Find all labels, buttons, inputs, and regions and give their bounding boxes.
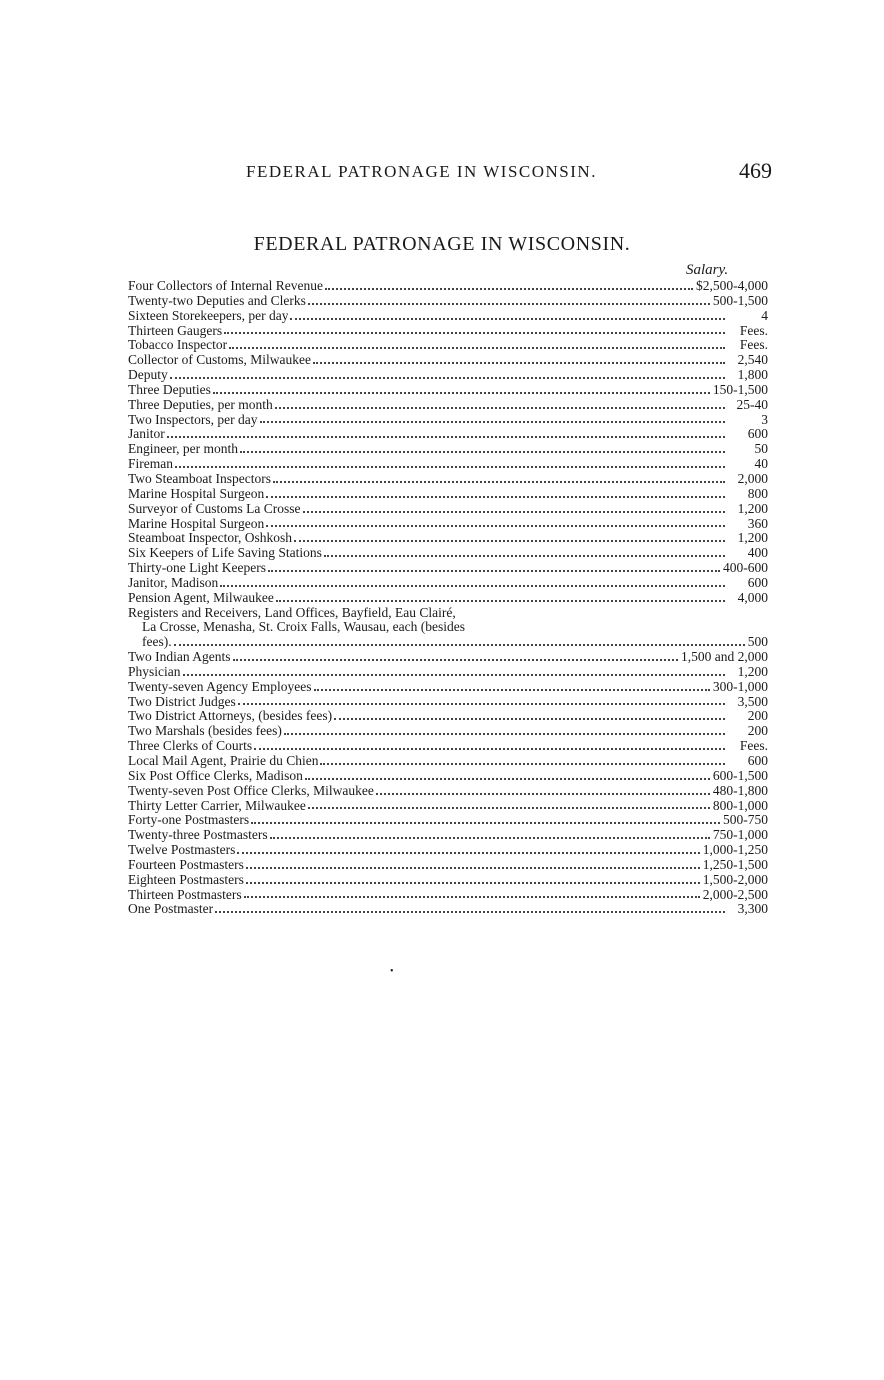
entry-label: Twenty-three Postmasters bbox=[128, 828, 268, 843]
dot-leader bbox=[268, 570, 720, 572]
dot-leader bbox=[325, 288, 693, 290]
entry-label: Steamboat Inspector, Oshkosh bbox=[128, 531, 293, 546]
entry-salary: 40 bbox=[754, 456, 768, 472]
entry-salary: 25-40 bbox=[736, 396, 768, 412]
entry-label: Twenty-two Deputies and Clerks bbox=[128, 293, 306, 308]
entry-label: Two Marshals (besides fees) bbox=[128, 724, 282, 739]
list-item bbox=[128, 398, 768, 413]
entry-salary: 400 bbox=[747, 545, 768, 561]
list-item bbox=[128, 709, 768, 724]
entry-label: Fourteen Postmasters bbox=[128, 857, 244, 872]
entry-salary: 1,200 bbox=[737, 663, 768, 679]
entry-salary: $2,500-4,000 bbox=[696, 278, 768, 293]
dot-leader bbox=[260, 421, 725, 423]
entry-salary: 1,200 bbox=[737, 530, 768, 546]
dot-leader bbox=[275, 407, 725, 409]
list-item bbox=[128, 739, 768, 754]
entry-label: Thirty-one Light Keepers bbox=[128, 561, 266, 576]
registers-entry bbox=[128, 606, 768, 651]
entry-label: Two Inspectors, per day bbox=[128, 412, 258, 427]
list-item bbox=[128, 502, 768, 517]
entry-salary: 750-1,000 bbox=[712, 827, 768, 843]
list-item bbox=[128, 858, 768, 873]
list-item bbox=[128, 442, 768, 457]
patronage-list bbox=[128, 279, 768, 917]
dot-leader bbox=[240, 451, 725, 453]
dot-leader bbox=[273, 481, 725, 483]
list-item bbox=[128, 353, 768, 368]
entry-salary: 4 bbox=[761, 307, 768, 323]
entry-label: Marine Hospital Surgeon bbox=[128, 516, 265, 531]
entry-label: Fireman bbox=[128, 457, 173, 472]
running-head bbox=[120, 160, 772, 188]
dot-leader bbox=[229, 347, 725, 349]
dot-leader bbox=[294, 540, 725, 542]
list-item bbox=[128, 888, 768, 903]
entry-label: Janitor, Madison bbox=[128, 575, 219, 590]
list-item bbox=[128, 754, 768, 769]
entry-group-1 bbox=[128, 279, 768, 606]
list-item bbox=[128, 650, 768, 665]
entry-salary: 400-600 bbox=[723, 560, 768, 576]
list-item bbox=[128, 828, 768, 843]
entry-label: Twenty-seven Agency Employees bbox=[128, 679, 312, 694]
entry-salary: 4,000 bbox=[737, 589, 768, 605]
entry-salary: 1,500 and 2,000 bbox=[681, 649, 768, 665]
registers-line-3-text: fees). bbox=[142, 634, 172, 650]
entry-salary: 600 bbox=[747, 426, 768, 442]
salary-column-header: Salary. bbox=[686, 262, 729, 278]
entry-label: Six Keepers of Life Saving Stations bbox=[128, 546, 322, 561]
dot-leader bbox=[254, 748, 725, 750]
entry-salary: 3,300 bbox=[737, 901, 768, 917]
dot-leader bbox=[246, 867, 700, 869]
list-item bbox=[128, 724, 768, 739]
list-item bbox=[128, 294, 768, 309]
entry-salary: 2,000 bbox=[737, 470, 768, 486]
dot-leader bbox=[233, 659, 678, 661]
dot-leader bbox=[334, 718, 725, 720]
list-item bbox=[128, 561, 768, 576]
list-item bbox=[128, 472, 768, 487]
entry-salary: 200 bbox=[747, 708, 768, 724]
list-item bbox=[128, 279, 768, 294]
entry-salary: 300-1,000 bbox=[712, 678, 768, 694]
dot-leader bbox=[305, 778, 710, 780]
page-mark: • bbox=[390, 966, 394, 977]
entry-salary: Fees. bbox=[739, 337, 768, 353]
entry-salary: 600 bbox=[747, 753, 768, 768]
list-item bbox=[128, 769, 768, 784]
dot-leader bbox=[276, 600, 725, 602]
entry-salary: 1,250-1,500 bbox=[702, 856, 768, 872]
list-item bbox=[128, 680, 768, 695]
entry-label: Thirteen Gaugers bbox=[128, 323, 223, 338]
entry-salary: 50 bbox=[754, 441, 768, 457]
list-item bbox=[128, 427, 768, 442]
entry-label: Thirty Letter Carrier, Milwaukee bbox=[128, 798, 306, 813]
dot-leader bbox=[266, 496, 725, 498]
entry-salary: 150-1,500 bbox=[712, 381, 768, 397]
entry-salary: 1,500-2,000 bbox=[702, 871, 768, 887]
list-item bbox=[128, 487, 768, 502]
list-item bbox=[128, 873, 768, 888]
entry-label: Forty-one Postmasters bbox=[128, 813, 250, 828]
entry-label: Three Deputies bbox=[128, 382, 211, 397]
list-item bbox=[128, 902, 768, 917]
list-item bbox=[128, 695, 768, 710]
list-item bbox=[128, 457, 768, 472]
entry-salary: 500-1,500 bbox=[712, 292, 768, 308]
running-title: FEDERAL PATRONAGE IN WISCONSIN. bbox=[246, 162, 597, 181]
dot-leader bbox=[290, 318, 725, 320]
entry-label: Thirteen Postmasters bbox=[128, 887, 242, 902]
entry-label: Collector of Customs, Milwaukee bbox=[128, 353, 311, 368]
dot-leader bbox=[175, 466, 725, 468]
entry-label: Eighteen Postmasters bbox=[128, 872, 244, 887]
entry-label: Marine Hospital Surgeon bbox=[128, 486, 265, 501]
list-item bbox=[128, 309, 768, 324]
entry-salary: 200 bbox=[747, 723, 768, 739]
registers-line-3 bbox=[128, 635, 768, 650]
entry-salary: 2,000-2,500 bbox=[702, 886, 768, 902]
entry-label: Tobacco Inspector bbox=[128, 338, 228, 353]
entry-group-2 bbox=[128, 650, 768, 917]
entry-label: Twenty-seven Post Office Clerks, Milwaukee bbox=[128, 783, 374, 798]
entry-label: Local Mail Agent, Prairie du Chien bbox=[128, 754, 319, 768]
entry-label: Two District Judges bbox=[128, 694, 236, 709]
page-number: 469 bbox=[739, 158, 772, 183]
dot-leader bbox=[308, 807, 710, 809]
list-item bbox=[128, 843, 768, 858]
registers-salary: 500 bbox=[747, 634, 768, 650]
list-item bbox=[128, 531, 768, 546]
page-title: FEDERAL PATRONAGE IN WISCONSIN. bbox=[253, 233, 631, 255]
dot-leader bbox=[213, 392, 710, 394]
dot-leader bbox=[270, 837, 710, 839]
dot-leader bbox=[224, 332, 725, 334]
entry-label: Two Steamboat Inspectors bbox=[128, 471, 272, 486]
dot-leader bbox=[174, 644, 745, 646]
entry-label: Twelve Postmasters bbox=[128, 843, 236, 858]
entry-label: Three Clerks of Courts bbox=[128, 739, 253, 754]
entry-salary: 800-1,000 bbox=[712, 797, 768, 813]
dot-leader bbox=[303, 511, 726, 513]
dot-leader bbox=[246, 882, 700, 884]
entry-label: Surveyor of Customs La Crosse bbox=[128, 501, 301, 516]
entry-salary: Fees. bbox=[739, 322, 768, 338]
entry-salary: 3 bbox=[761, 411, 768, 427]
list-item bbox=[128, 413, 768, 428]
dot-leader bbox=[244, 896, 700, 898]
registers-line-2: La Crosse, Menasha, St. Croix Falls, Wausau, each (besides bbox=[142, 619, 465, 635]
entry-salary: 600 bbox=[747, 574, 768, 590]
dot-leader bbox=[251, 822, 720, 824]
dot-leader bbox=[324, 555, 725, 557]
list-item bbox=[128, 517, 768, 532]
list-item bbox=[128, 813, 768, 828]
list-item bbox=[128, 324, 768, 339]
entry-salary: Fees. bbox=[739, 738, 768, 754]
entry-salary: 2,540 bbox=[737, 352, 768, 368]
dot-leader bbox=[376, 793, 710, 795]
dot-leader bbox=[183, 674, 726, 676]
dot-leader bbox=[238, 703, 725, 705]
list-item bbox=[128, 799, 768, 814]
entry-label: Two Indian Agents bbox=[128, 650, 231, 665]
list-item bbox=[128, 591, 768, 606]
entry-salary: 600-1,500 bbox=[712, 767, 768, 783]
entry-label: Physician bbox=[128, 664, 181, 679]
dot-leader bbox=[320, 763, 725, 765]
list-item bbox=[128, 576, 768, 591]
registers-line-1: Registers and Receivers, Land Offices, Bayfield, Eau Clairé, bbox=[128, 604, 456, 620]
dot-leader bbox=[308, 303, 710, 305]
entry-label: Three Deputies, per month bbox=[128, 397, 273, 412]
entry-label: Two District Attorneys, (besides fees) bbox=[128, 709, 333, 724]
list-item bbox=[128, 665, 768, 680]
entry-salary: 360 bbox=[747, 515, 768, 531]
entry-salary: 500-750 bbox=[723, 812, 768, 828]
dot-leader bbox=[237, 852, 699, 854]
entry-label: Six Post Office Clerks, Madison bbox=[128, 768, 303, 783]
list-item bbox=[128, 383, 768, 398]
entry-salary: 1,200 bbox=[737, 500, 768, 516]
list-item bbox=[128, 784, 768, 799]
dot-leader bbox=[170, 377, 725, 379]
entry-label: Four Collectors of Internal Revenue bbox=[128, 279, 323, 293]
dot-leader bbox=[215, 911, 725, 913]
list-item bbox=[128, 368, 768, 383]
entry-label: Deputy bbox=[128, 368, 168, 383]
entry-salary: 1,800 bbox=[737, 367, 768, 383]
entry-salary: 1,000-1,250 bbox=[702, 842, 768, 858]
entry-label: Janitor bbox=[128, 427, 165, 442]
dot-leader bbox=[167, 436, 725, 438]
list-item bbox=[128, 338, 768, 353]
entry-label: Engineer, per month bbox=[128, 442, 239, 457]
list-item bbox=[128, 546, 768, 561]
dot-leader bbox=[266, 525, 725, 527]
entry-salary: 800 bbox=[747, 485, 768, 501]
dot-leader bbox=[313, 362, 725, 364]
dot-leader bbox=[284, 733, 725, 735]
dot-leader bbox=[220, 585, 725, 587]
entry-label: Sixteen Storekeepers, per day bbox=[128, 308, 289, 323]
entry-label: One Postmaster bbox=[128, 902, 214, 917]
entry-label: Pension Agent, Milwaukee bbox=[128, 590, 274, 605]
dot-leader bbox=[314, 689, 710, 691]
entry-salary: 480-1,800 bbox=[712, 782, 768, 798]
entry-salary: 3,500 bbox=[737, 693, 768, 709]
